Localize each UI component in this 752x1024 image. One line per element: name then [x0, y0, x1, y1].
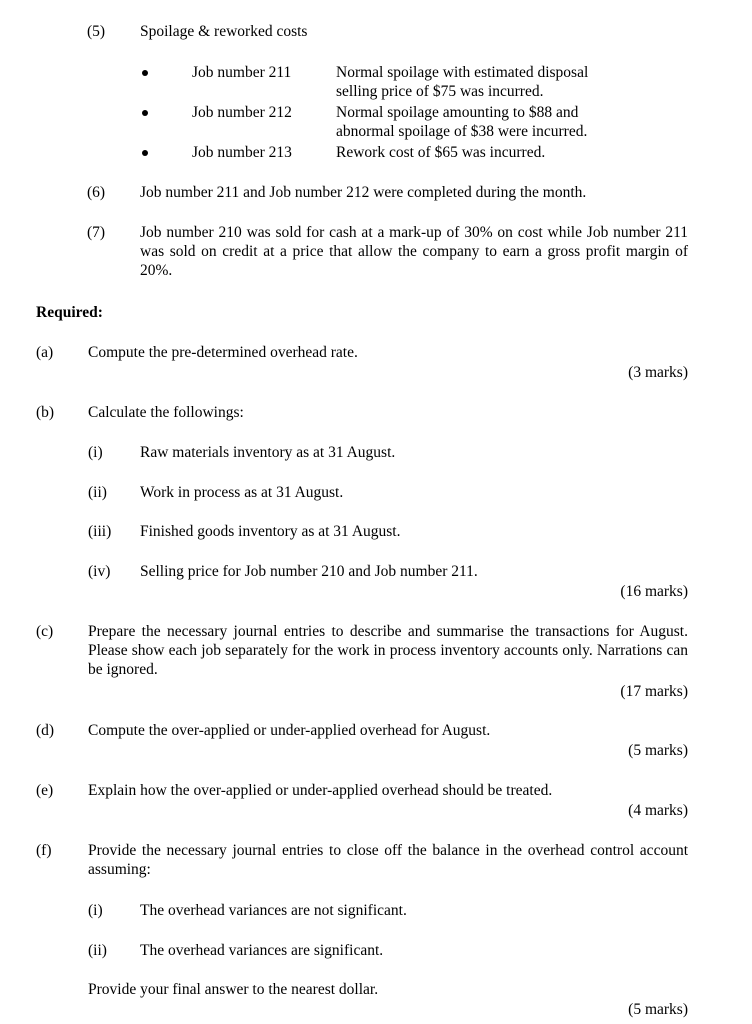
qa-label: (a): [36, 344, 54, 361]
qb-sub-ii-text: Work in process as at 31 August.: [140, 484, 344, 501]
qf-sub-i-text: The overhead variances are not significant.: [140, 902, 407, 919]
qa-text: Compute the pre-determined overhead rate.: [88, 344, 358, 361]
qc-text: Prepare the necessary journal entries to describe and summarise the transactions for August. Please show each job separately for the work in process inventory accounts only. Narrations can be ignored.: [88, 623, 688, 678]
qd-text: Compute the over-applied or under-applied overhead for August.: [88, 722, 491, 739]
item6-number: (6): [87, 184, 106, 201]
qb-sub-i-text: Raw materials inventory as at 31 August.: [140, 444, 396, 461]
qb-label: (b): [36, 404, 55, 421]
bullet-dot: [142, 70, 148, 76]
item5-title: Spoilage & reworked costs: [140, 23, 308, 40]
qe-text: Explain how the over-applied or under-applied overhead should be treated.: [88, 782, 553, 799]
bullet-desc-212-line2: abnormal spoilage of $38 were incurred.: [336, 123, 588, 140]
bullet-desc-211-line2: selling price of $75 was incurred.: [336, 83, 544, 100]
qe-marks: (4 marks): [628, 802, 688, 819]
qb-text: Calculate the followings:: [88, 404, 244, 421]
qf-text: Provide the necessary journal entries to close off the balance in the overhead control account assuming:: [88, 842, 688, 878]
qb-sub-iii-num: (iii): [88, 523, 112, 540]
qf-marks: (5 marks): [628, 1001, 688, 1018]
item7-number: (7): [87, 224, 106, 241]
bullet-desc-213-line1: Rework cost of $65 was incurred.: [336, 144, 546, 161]
bullet-job-211: Job number 211: [192, 64, 292, 81]
bullet-dot: [142, 150, 148, 156]
qb-sub-iii-text: Finished goods inventory as at 31 August.: [140, 523, 401, 540]
item6-text: Job number 211 and Job number 212 were completed during the month.: [140, 184, 587, 201]
bullet-dot: [142, 110, 148, 116]
qd-label: (d): [36, 722, 55, 739]
qb-sub-i-num: (i): [88, 444, 103, 461]
qd-marks: (5 marks): [628, 742, 688, 759]
qa-marks: (3 marks): [628, 364, 688, 381]
bullet-job-212: Job number 212: [192, 104, 292, 121]
qf-sub-i-num: (i): [88, 902, 103, 919]
bullet-desc-211-line1: Normal spoilage with estimated disposal: [336, 64, 589, 81]
qe-label: (e): [36, 782, 54, 799]
qb-sub-iv-text: Selling price for Job number 210 and Job number 211.: [140, 563, 478, 580]
item5-number: (5): [87, 23, 106, 40]
qc-marks: (17 marks): [620, 683, 688, 700]
qb-sub-iv-num: (iv): [88, 563, 111, 580]
qf-sub-ii-num: (ii): [88, 942, 107, 959]
qb-marks: (16 marks): [620, 583, 688, 600]
item7-text: Job number 210 was sold for cash at a mark-up of 30% on cost while Job number 211 was sold on credit at a price that allow the company to earn a gross profit margin of 20%.: [140, 224, 688, 279]
qf-label: (f): [36, 842, 52, 859]
bullet-desc-212-line1: Normal spoilage amounting to $88 and: [336, 104, 579, 121]
qf-sub-ii-text: The overhead variances are significant.: [140, 942, 384, 959]
bullet-job-213: Job number 213: [192, 144, 292, 161]
qb-sub-ii-num: (ii): [88, 484, 107, 501]
qc-label: (c): [36, 623, 54, 640]
qf-final-instruction: Provide your final answer to the nearest dollar.: [88, 981, 379, 998]
required-heading: Required:: [36, 304, 103, 321]
